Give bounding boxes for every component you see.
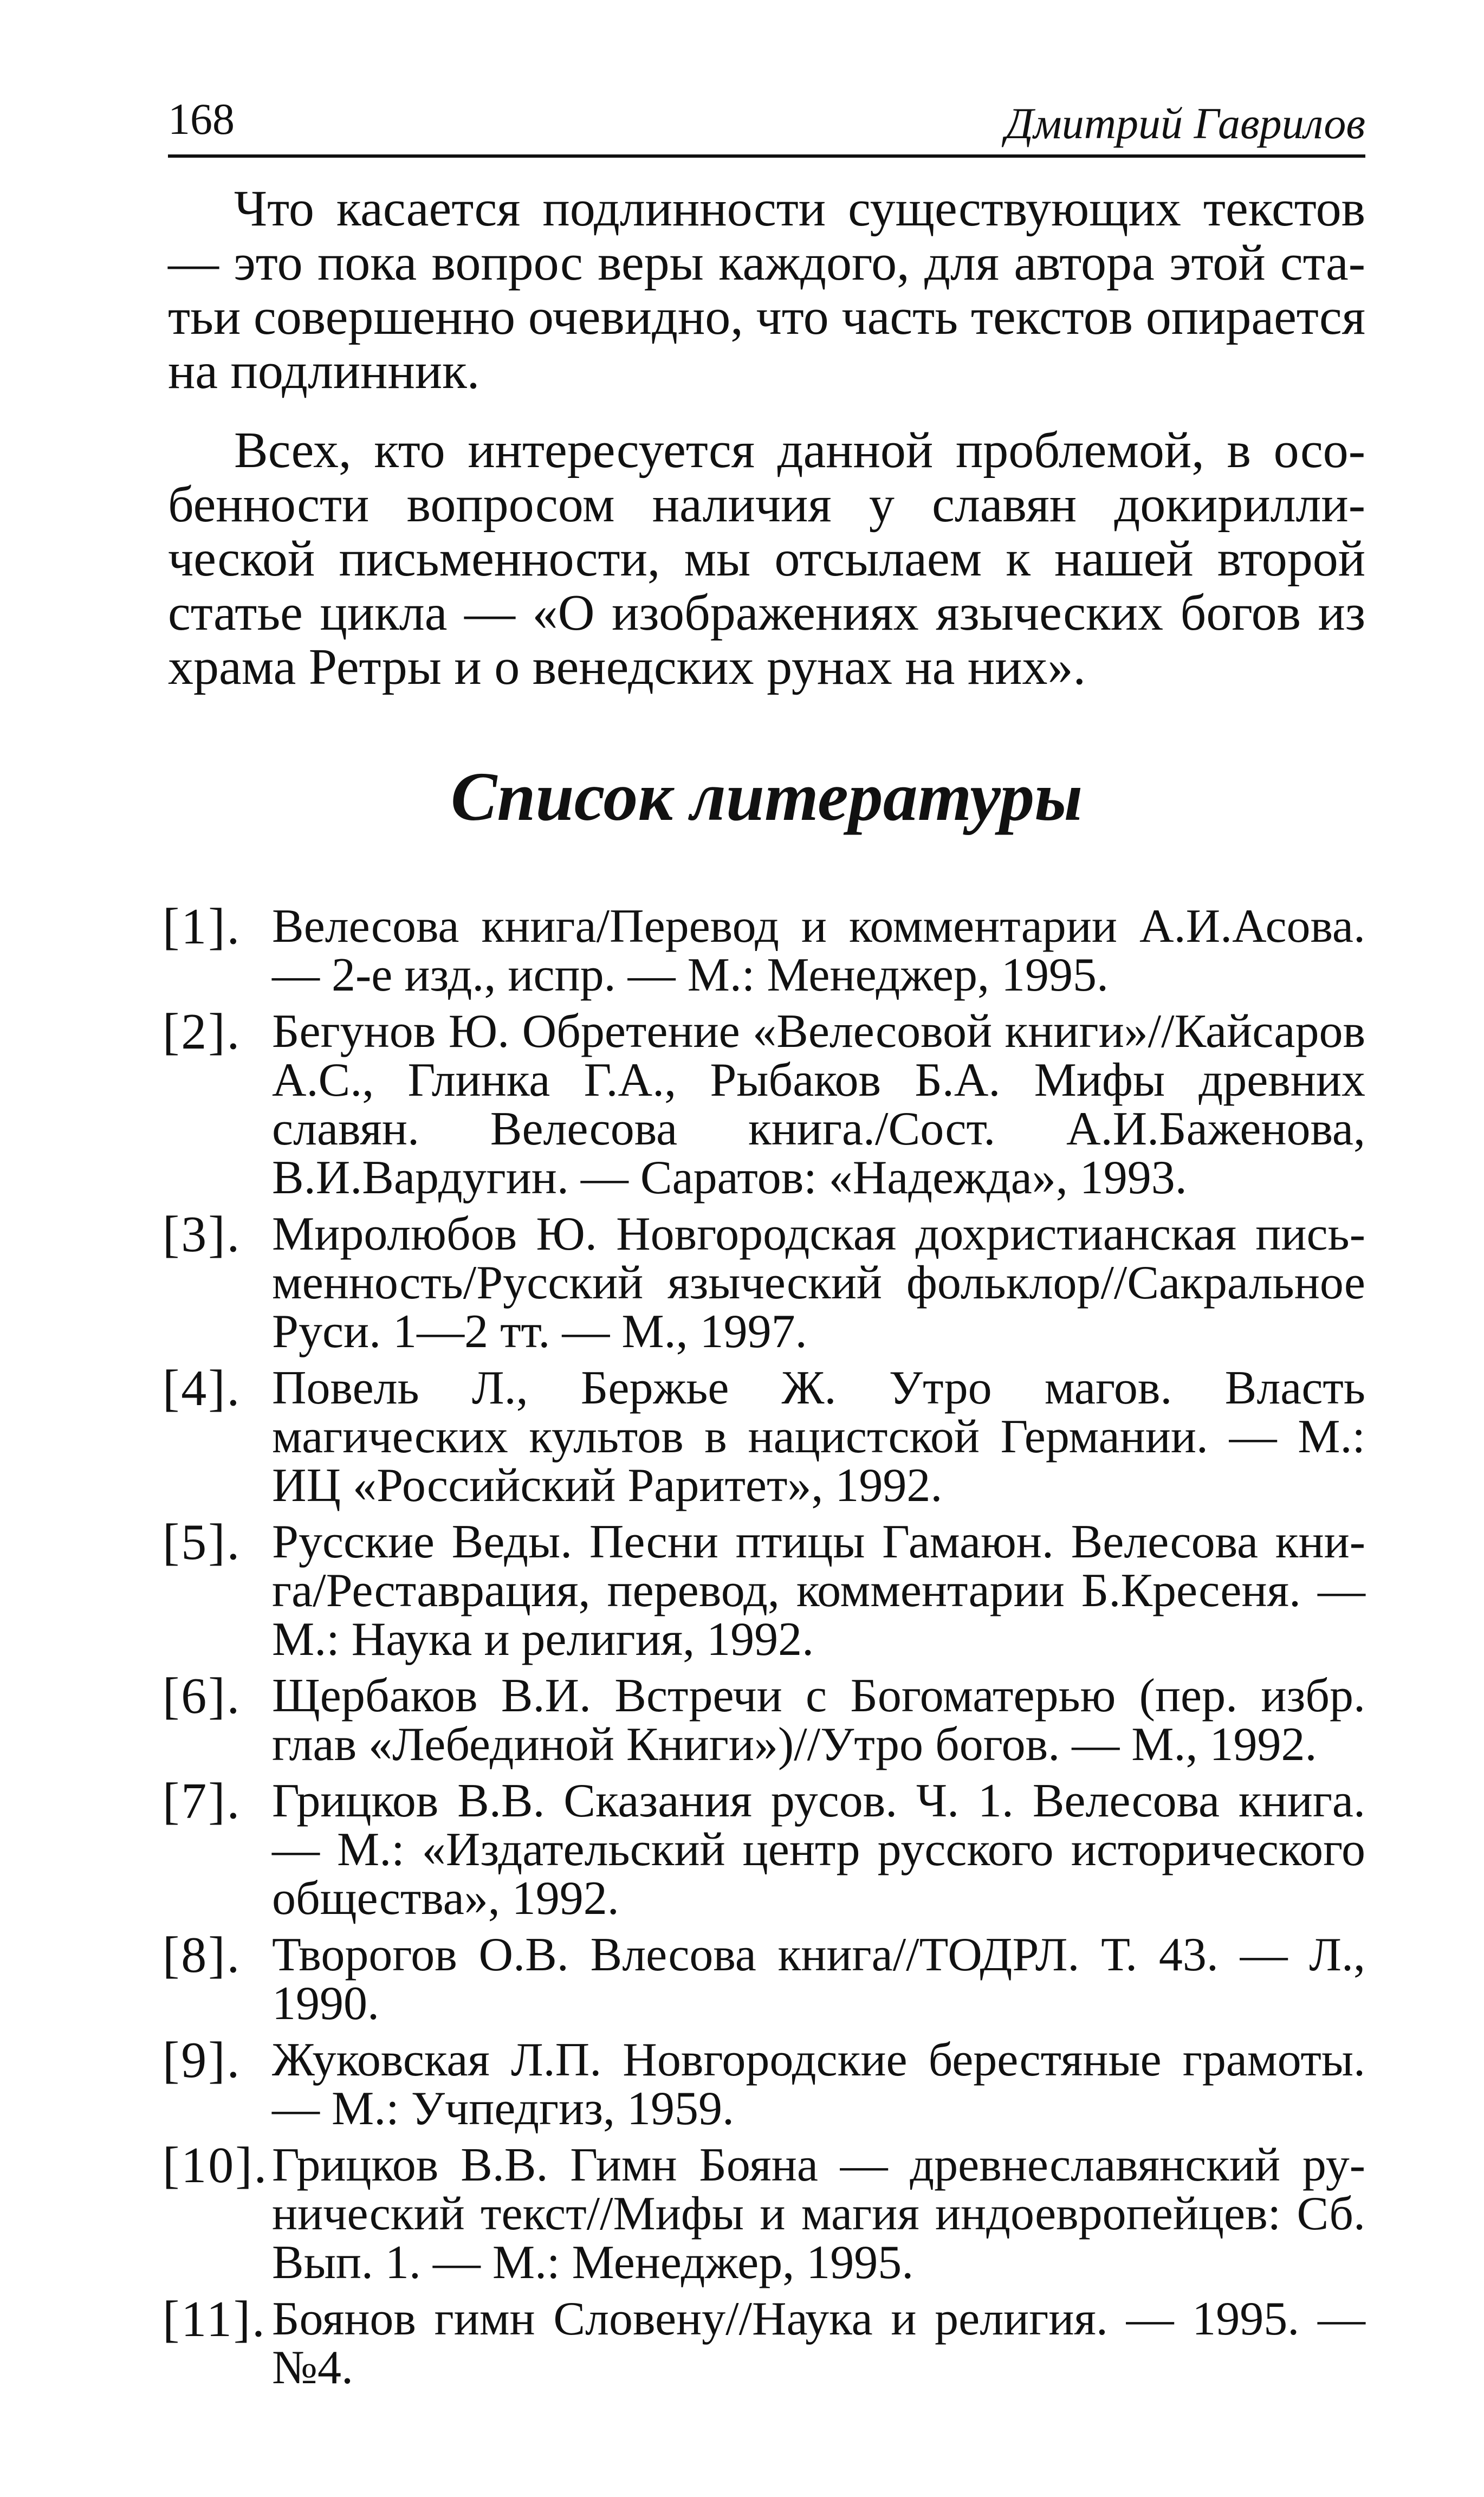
reference-item — [163, 2137, 1365, 2289]
reference-item — [163, 1004, 1365, 1204]
reference-text: Миролюбов Ю. Новгородская дохристианская письменность/Русский языческий фольклор//Сакральное Руси. 1—2 тт. — М., 1997. — [272, 1208, 1365, 1358]
reference-number: [8]. — [163, 1927, 242, 1983]
reference-item — [163, 2291, 1365, 2394]
running-header-author: Дмитрий Гаврилов — [1005, 99, 1365, 148]
reference-text: Русские Веды. Песни птицы Гамаюн. Велесова книга/Реставрация, перевод, комментарии Б.Кресеня. — М.: Наука и религия, 1992. — [272, 1516, 1365, 1666]
reference-number: [5]. — [163, 1514, 242, 1570]
reference-number: [10]. — [163, 2137, 269, 2194]
reference-number: [9]. — [163, 2032, 242, 2088]
reference-number: [6]. — [163, 1668, 242, 1724]
reference-text: Грицков В.В. Гимн Бояна — древнеславянский рунический текст//Мифы и магия индоевропейцев: Сб. Вып. 1. — М.: Менеджер, 1995. — [272, 2139, 1365, 2289]
reference-item — [163, 1360, 1365, 1512]
page-number: 168 — [168, 94, 235, 144]
reference-text: Повель Л., Бержье Ж. Утро магов. Власть магических культов в нацистской Германии. — М.: ИЦ «Российский Раритет», 1992. — [272, 1362, 1365, 1512]
reference-number: [4]. — [163, 1360, 242, 1416]
reference-number: [11]. — [163, 2291, 267, 2347]
reference-item — [163, 2032, 1365, 2135]
paragraph-authenticity: Что касается подлинности существующих текстов — это пока вопрос веры каждого, для автора этой статьи совершенно очевидно, что часть текстов опирается на подлинник. — [168, 180, 1365, 399]
reference-item — [163, 1668, 1365, 1771]
paragraph-further-reading: Всех, кто интересуется данной проблемой, в особенности вопросом наличия у славян докириллической письменности, мы отсылаем к нашей второй статье цикла — «О изображениях языческих богов из храма Ретры и о венедских рунах на них». — [168, 422, 1365, 695]
reference-text: Щербаков В.И. Встречи с Богоматерью (пер. избр. глав «Лебединой Книги»)//Утро богов. — М., 1992. — [272, 1670, 1365, 1771]
reference-text: Бегунов Ю. Обретение «Велесовой книги»//Кайсаров А.С., Глинка Г.А., Рыбаков Б.А. Мифы древних славян. Велесова книга./Сост. А.И.Баженова, В.И.Вардугин. — Саратов: «Надежда», 1993. — [272, 1005, 1365, 1204]
reference-text: Грицков В.В. Сказания русов. Ч. 1. Велесова книга. — М.: «Издательский центр русского исторического общества», 1992. — [272, 1775, 1365, 1925]
reference-text: Боянов гимн Словену//Наука и религия. — 1995. — №4. — [272, 2293, 1365, 2394]
reference-number: [2]. — [163, 1004, 242, 1060]
reference-list — [163, 898, 1365, 2400]
reference-text: Творогов О.В. Влесова книга//ТОДРЛ. Т. 43. — Л., 1990. — [272, 1929, 1365, 2030]
reference-item — [163, 898, 1365, 1001]
body-text — [168, 182, 1365, 719]
reference-item — [163, 1927, 1365, 2030]
reference-item — [163, 1514, 1365, 1666]
section-title: Список литературы — [450, 758, 1083, 835]
reference-number: [3]. — [163, 1206, 242, 1263]
reference-item — [163, 1206, 1365, 1358]
reference-text: Велесова книга/Перевод и комментарии А.И.Асова. — 2-е изд., испр. — М.: Менеджер, 1995. — [272, 900, 1365, 1001]
reference-text: Жуковская Л.П. Новгородские берестяные грамоты. — М.: Учпедгиз, 1959. — [272, 2034, 1365, 2135]
reference-item — [163, 1773, 1365, 1925]
reference-number: [1]. — [163, 898, 242, 955]
reference-number: [7]. — [163, 1773, 242, 1829]
running-header — [168, 89, 1365, 158]
